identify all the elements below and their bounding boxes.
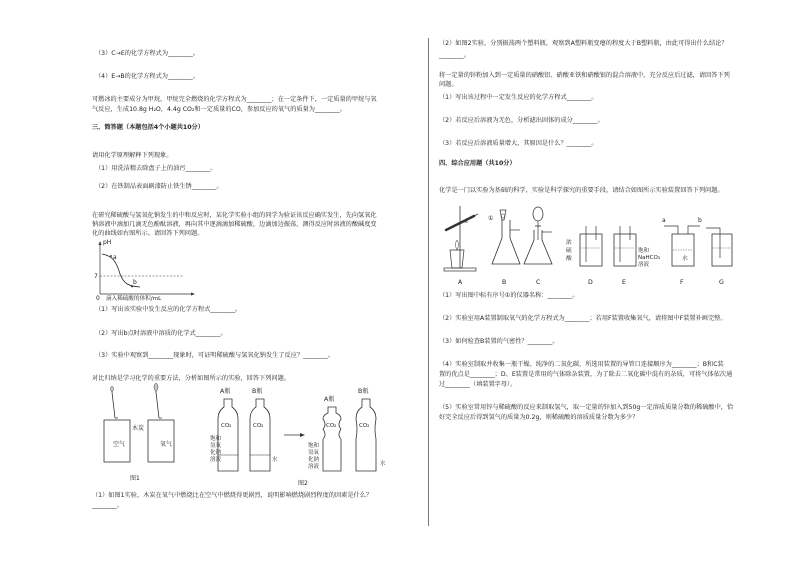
zinc-q2: （2）若反应后溶液为无色，分析滤出固体的成分________。 — [439, 117, 604, 124]
naoh-label-left: 饱和氢氧化钠溶液 — [210, 436, 222, 463]
point-a-label: a — [113, 254, 117, 261]
nahco3-label: 饱和 NaHCO₃ 溶液 — [638, 248, 660, 268]
lab-q4-line1: （4）实验室制取并收集一瓶干燥、纯净的二氧化碳，所选用装置的导管口连接顺序为________；B和C装 — [439, 361, 724, 368]
neutralization-q3: （3）实验中观察到________现象时，可证明稀硫酸与氢氧化钠发生了反应？________。 — [95, 352, 335, 359]
neutralization-q1: （1）写出该实验中发生反应的化学方程式________。 — [95, 306, 242, 313]
section-4-heading: 四、综合应用题（共10分） — [439, 160, 516, 167]
apparatus-c — [524, 207, 552, 264]
lab-apparatus-figure — [436, 200, 756, 288]
lab-q1: （1）写出图中标有序号①的仪器名称：________。 — [439, 292, 579, 299]
label-b: B — [502, 279, 507, 286]
question-ce-equation: （3）C→E的化学方程式为________。 — [95, 50, 199, 57]
fig1-question-line2: ________。 — [92, 502, 123, 509]
oxygen-label: 氧气 — [160, 441, 173, 448]
label-g: G — [719, 279, 724, 286]
lab-q4-line3: 过________（填装置字母）。 — [439, 381, 517, 388]
volume-axis-label: 滴入稀硫酸的体积/mL — [106, 296, 162, 302]
apparatus-d — [566, 226, 602, 266]
ph-axis-label: pH — [103, 239, 112, 246]
charcoal-label: 木炭 — [132, 425, 145, 432]
y-axis-arrow — [99, 241, 102, 245]
figure-1-caption: 图1 — [130, 475, 140, 482]
water-label-f: 水 — [682, 256, 688, 262]
question-eb-equation: （4）E→B的化学方程式为________。 — [95, 73, 199, 80]
origin-label: 0 — [96, 295, 100, 302]
zinc-intro-line2: 问题。 — [439, 81, 458, 88]
neutralization-line1: 在研究稀硫酸与氢氧化钠发生的中和反应时，某化学实验小组的同学为验证该反应确实发生，先向氢氧化 — [92, 212, 377, 219]
figure-2-caption: 图2 — [298, 480, 308, 487]
transition-arrowhead — [300, 433, 305, 437]
air-flame-icon — [111, 386, 114, 392]
fig2-question-line1: （2）如图2实验，分别振荡两个塑料瓶，观察到A塑料瓶变瘪的程度大于B塑料瓶，由此可得出什么结论？ — [439, 40, 728, 47]
short-answer-q2: （2）在铁制品表面刷漆防止铁生锈________。 — [95, 183, 223, 190]
bottle-b-label-after: B瓶 — [358, 388, 369, 395]
bottle-b-label: B瓶 — [252, 388, 263, 395]
label-c: C — [536, 279, 541, 286]
apparatus-g — [706, 228, 732, 266]
zinc-q1: （1）写出该过程中一定发生反应的化学方程式________。 — [439, 94, 598, 101]
fig2-question-line2: ________。 — [439, 52, 470, 59]
bottle-a-co2: CO₂ — [221, 423, 232, 429]
apparatus-f — [662, 217, 702, 266]
fig1-question-line1: （1）如图1实验，木炭在氧气中燃烧比在空气中燃烧得更剧烈，说明影响燃烧剧烈程度的因素是什么？ — [92, 492, 373, 499]
figure-2-co2-bottles — [212, 385, 412, 491]
figure-1-combustion — [98, 388, 190, 488]
apparatus-b — [488, 210, 520, 264]
column-divider — [428, 38, 429, 526]
zinc-q3: （3）若反应后溶液质量增大，其原因是什么？________。 — [439, 140, 598, 147]
naoh-label-right: 饱和氢氧化钠溶液 — [308, 443, 320, 470]
lab-q3: （3）如何检查B装置的气密性？________。 — [439, 338, 559, 345]
instrument-1-label: ① — [488, 215, 494, 222]
lab-intro: 化学是一门以实验为基础的科学，实验是科学探究的重要手段。请结合如图所示实验装置回答下列问题。 — [439, 187, 724, 194]
lab-q5-line2: 好完全反应后得到氢气的质量为0.2g，则稀硫酸的溶质质量分数为多少？ — [439, 414, 639, 421]
ph-seven-label: 7 — [94, 273, 98, 280]
port-a-label: a — [662, 217, 666, 224]
label-f: F — [680, 279, 684, 286]
bottle-b-co2: CO₂ — [253, 423, 264, 429]
point-b-label: b — [133, 279, 137, 286]
label-a: A — [458, 279, 463, 286]
short-answer-intro: 请用化学原理解释下列现象。 — [92, 152, 173, 159]
bottle-b-after-slight — [356, 399, 376, 471]
label-e: E — [622, 279, 626, 286]
neutralization-line3: 化的曲线如右图所示。请回答下列问题。 — [92, 230, 204, 237]
apparatus-a — [444, 206, 478, 271]
oxygen-spoon — [156, 392, 162, 418]
bottle-a-label-after: A瓶 — [324, 396, 335, 403]
bottle-a-after-crushed — [323, 407, 341, 471]
conc-sulfuric-acid-label: 浓硫酸 — [566, 240, 572, 262]
section-3-heading: 三、简答题（本题包括4个小题共10分） — [92, 124, 204, 131]
lab-q2: （2）实验室用A装置制取氧气的化学方程式为________；若用F装置收集氧气，请将图中F装置补画完整。 — [439, 315, 727, 322]
apparatus-e — [614, 226, 660, 268]
lab-q4-line2: 置的优点是________；D、E装置是常用的气体除杂装置，为了除去二氧化碳中混有的杂质，可将气体依次通 — [439, 371, 733, 378]
zinc-intro-line1: 将一定量的锌粉加入到一定质量的硝酸铝、硝酸亚铁和硝酸银的混合溶液中，充分反应后过滤，请回答下列 — [439, 72, 730, 79]
label-d: D — [588, 279, 593, 286]
bottle-a-label: A瓶 — [220, 388, 231, 395]
air-spoon — [112, 392, 118, 418]
bottle-a-after-co2: CO₂ — [326, 423, 337, 429]
water-label-right: 水 — [380, 461, 386, 467]
ph-curve-chart — [92, 238, 202, 302]
comparison-intro: 对比归纳是学习化学的重要方法，分析如图所示的实验，回答下列问题。 — [92, 375, 290, 382]
short-answer-q1: （1）用洗洁精去除盘子上的油污________。 — [95, 165, 217, 172]
port-b-label: b — [698, 217, 702, 224]
bottle-b-after-co2: CO₂ — [359, 423, 370, 429]
water-label-left: 水 — [272, 457, 278, 463]
neutralization-q2: （2）写出b点时溶液中溶质的化学式________。 — [95, 330, 227, 337]
neutralization-line2: 钠溶液中滴加几滴无色酚酞溶液，再向其中逐滴滴加稀硫酸，边滴加边振荡，测得反应时溶液的酸碱度变 — [92, 221, 377, 228]
oxygen-flame-icon — [154, 383, 158, 392]
question-methane-line1: 可燃冰的主要成分为甲烷，甲烷完全燃烧的化学方程式为________；在一定条件下，一定质量的甲烷与氧 — [92, 96, 377, 103]
bottle-b-before — [250, 399, 270, 471]
air-label: 空气 — [113, 441, 126, 448]
question-methane-line2: 气反应，生成10.8g H₂O，4.4g CO₂和一定质量的CO，参加反应的氧气的质量为________。 — [92, 106, 346, 113]
lab-q5-line1: （5）实验室常用锌与稀硫酸的反应来制取氢气，取一定量的锌加入到50g一定溶质质量分数的稀硫酸中，恰 — [439, 404, 734, 411]
point-a-marker — [110, 255, 112, 257]
x-axis-arrow — [191, 293, 195, 296]
